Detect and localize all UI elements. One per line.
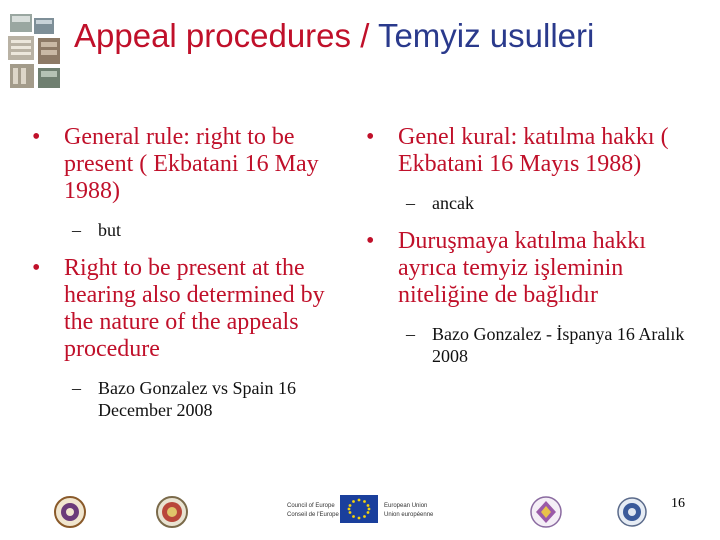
ministry-seal-icon [157, 497, 187, 527]
sub-bullet-item [28, 219, 348, 241]
slide-title [74, 16, 594, 56]
bullet-icon: • [366, 124, 375, 150]
sub-bullet-text: ancak [432, 193, 474, 213]
dash-icon: – [72, 220, 81, 240]
bullet-text: Duruşmaya katılma hakkı ayrıca temyiz işleminin niteliğine de bağlıdır [398, 228, 646, 308]
dash-icon: – [406, 193, 415, 213]
bullet-item [28, 124, 348, 205]
bullet-icon: • [32, 124, 41, 150]
judiciary-emblem-icon [618, 498, 646, 526]
bullet-text: Right to be present at the hearing also determined by the nature of the appeals procedure [64, 255, 325, 362]
sub-bullet-text: but [98, 220, 122, 240]
sub-bullet-text: Bazo Gonzalez - İspanya 16 Aralık 2008 [432, 324, 685, 366]
bullet-text: Genel kural: katılma hakkı ( Ekbatani 16 Mayıs 1988) [398, 124, 669, 177]
sub-bullet-item [362, 192, 692, 214]
sub-bullet-text: Bazo Gonzalez vs Spain 16 December 2008 [98, 378, 296, 420]
academy-seal-icon [531, 497, 561, 527]
building-photos-collage-icon [4, 4, 66, 96]
court-seal-icon [55, 497, 85, 527]
sub-bullet-item [362, 323, 692, 367]
bullet-text: General rule: right to be present ( Ekbatani 16 May 1988) [64, 124, 319, 204]
sub-bullet-item [28, 377, 348, 421]
european-union-logo [384, 503, 434, 518]
coe-line2: Conseil de l'Europe [287, 512, 339, 518]
bullet-item [28, 255, 348, 363]
page-number: 16 [671, 496, 685, 511]
title-turkish: Temyiz usulleri [377, 17, 595, 54]
left-column-english [28, 124, 348, 421]
eu-line2: Union européenne [384, 512, 434, 518]
bullet-item [362, 124, 692, 178]
bullet-item [362, 228, 692, 309]
eu-line1: European Union [384, 503, 428, 509]
coe-line1: Council of Europe [287, 503, 335, 509]
council-of-europe-logo [284, 494, 340, 524]
bullet-icon: • [32, 255, 41, 281]
title-english: Appeal procedures [74, 17, 352, 54]
title-separator: / [351, 17, 378, 54]
dash-icon: – [72, 378, 81, 398]
right-column-turkish [362, 124, 692, 367]
footer-logos [0, 490, 720, 530]
dash-icon: – [406, 324, 415, 344]
bullet-icon: • [366, 228, 375, 254]
eu-flag-icon [340, 495, 378, 523]
